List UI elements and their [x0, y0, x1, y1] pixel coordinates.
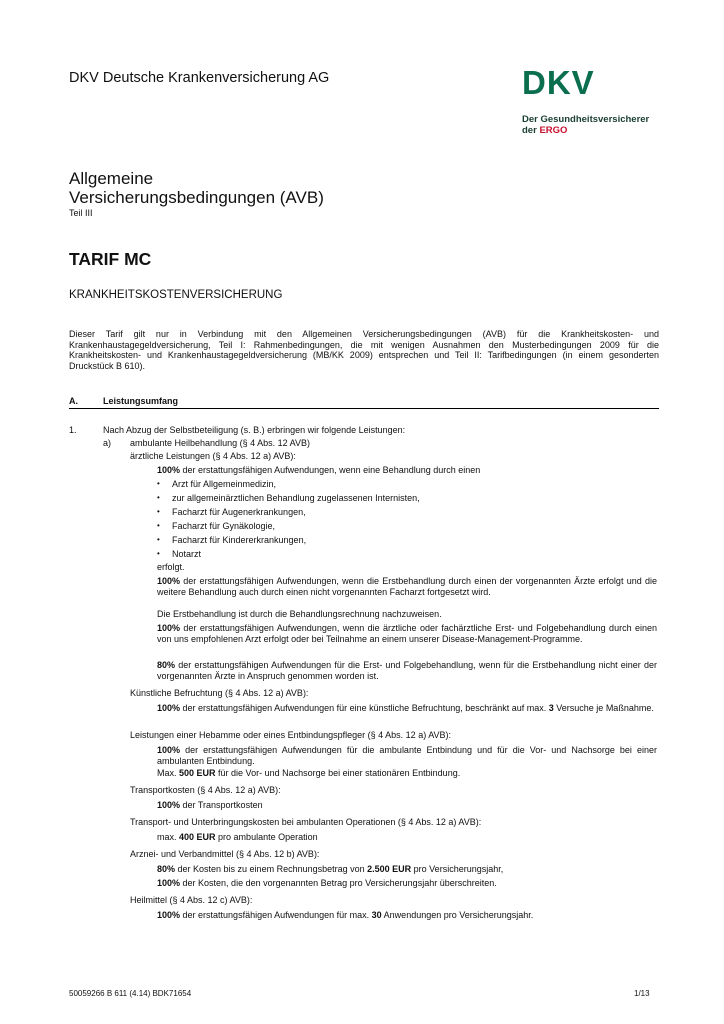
- hebamme-max: [157, 768, 460, 779]
- pct-value: 100%: [157, 623, 181, 633]
- list-item: Notarzt: [172, 549, 202, 559]
- bullet-icon: •: [157, 507, 160, 516]
- amount-value: 500 EUR: [179, 768, 216, 778]
- item-a-letter: a): [103, 438, 112, 448]
- ergo-brand: ERGO: [539, 125, 568, 136]
- section-header: [69, 396, 659, 409]
- befruchtung-text: [157, 703, 657, 714]
- bullet-icon: •: [157, 549, 160, 558]
- aerztlich-p2: [157, 576, 657, 597]
- pct-value: 100%: [157, 800, 181, 810]
- max-value: 30: [371, 910, 382, 920]
- pct-value: 80%: [157, 864, 176, 874]
- list-item: zur allgemeinärztlichen Behandlung zugelassenen Internisten,: [172, 493, 420, 503]
- section-title: Leistungsumfang: [103, 396, 179, 406]
- logo-tagline-der: der: [522, 125, 537, 136]
- doc-part: Teil III: [69, 208, 93, 218]
- footer-doc-code: 50059266 B 611 (4.14) BDK71654: [69, 989, 192, 998]
- list-item: Arzt für Allgemeinmedizin,: [172, 479, 277, 489]
- pct-value: 100%: [157, 878, 181, 888]
- amount-value: 400 EUR: [179, 832, 216, 842]
- list-item: Facharzt für Gynäkologie,: [172, 521, 276, 531]
- unterbringung-post: pro ambulante Operation: [215, 832, 318, 842]
- tarif-title: TARIF MC: [69, 249, 152, 269]
- pct-value: 100%: [157, 465, 181, 475]
- pct-value: 80%: [157, 660, 176, 670]
- p2-text: der erstattungsfähigen Aufwendungen, wenn die Erstbehandlung durch einen der vorgenannten Ärzte erfolgt und die weitere Behandlung auch durch einen nicht vorgenannten Facharzt fortgesetzt wird.: [157, 576, 657, 597]
- max-value: 3: [548, 703, 554, 713]
- erfolgt-text: erfolgt.: [157, 562, 185, 572]
- hebamme-max-post: für die Vor- und Nachsorge bei einer stationären Entbindung.: [215, 768, 461, 778]
- dkv-logo: [522, 66, 672, 136]
- aerztlich-p4: [157, 660, 657, 681]
- unterbringung-heading: Transport- und Unterbringungskosten bei ambulanten Operationen (§ 4 Abs. 12 a) AVB):: [130, 817, 482, 827]
- doc-title-line1: Allgemeine: [69, 169, 154, 188]
- transport-text: [157, 800, 263, 811]
- section-letter: A.: [69, 396, 78, 406]
- bullet-icon: •: [157, 479, 160, 488]
- arznei-l1-text1: der Kosten bis zu einem Rechnungsbetrag von: [175, 864, 368, 874]
- unterbringung-text: [157, 832, 318, 843]
- logo-tagline-2: [522, 125, 672, 136]
- list-item: Facharzt für Kindererkrankungen,: [172, 535, 307, 545]
- pct-value: 100%: [157, 910, 181, 920]
- hebamme-heading: Leistungen einer Hebamme oder eines Entbindungspfleger (§ 4 Abs. 12 a) AVB):: [130, 730, 452, 740]
- pct-value: 100%: [157, 745, 181, 755]
- company-name: DKV Deutsche Krankenversicherung AG: [69, 70, 330, 86]
- unterbringung-pre: max.: [157, 832, 180, 842]
- pct-value: 100%: [157, 576, 181, 586]
- hebamme-text: [157, 745, 657, 766]
- aerztlich-heading: ärztliche Leistungen (§ 4 Abs. 12 a) AVB):: [130, 451, 296, 461]
- item-a-title: ambulante Heilbehandlung (§ 4 Abs. 12 AVB): [130, 438, 310, 448]
- item-text: Nach Abzug der Selbstbeteiligung (s. B.) erbringen wir folgende Leistungen:: [103, 425, 406, 435]
- p3-text: der erstattungsfähigen Aufwendungen, wenn die ärztliche oder fachärztliche Erst- und Folgebehandlung durch einen von uns empfohlenen Arzt erfolgt oder bei Teilnahme an einem unserer Disease-Management-Programme.: [157, 623, 657, 644]
- doc-title-line2: Versicherungsbedingungen (AVB): [69, 188, 324, 207]
- arznei-heading: Arznei- und Verbandmittel (§ 4 Abs. 12 b) AVB):: [130, 849, 320, 859]
- heilmittel-text1: der erstattungsfähigen Aufwendungen für max.: [180, 910, 372, 920]
- heilmittel-heading: Heilmittel (§ 4 Abs. 12 c) AVB):: [130, 895, 253, 905]
- intro-paragraph: Dieser Tarif gilt nur in Verbindung mit den Allgemeinen Versicherungsbedingungen (AVB) für die Krankheitskosten- und Krankenhaustagegeldversicherung, Teil I: Rahmenbedingungen, die mit wenigen Ausnahmen den Musterbedingungen 2009 für die Krankheitskosten- und Krankenhaustagegeldversicherung (MB/KK 2009) entsprechen und Teil II: Tarifbedingungen (in einem gesonderten Druckstück B 610).: [69, 329, 659, 371]
- aerztlich-p3: [157, 623, 657, 644]
- p4-text: der erstattungsfähigen Aufwendungen für die Erst- und Folgebehandlung, wenn für die Erstbehandlung nicht einer der vorgenannten Ärzte in Anspruch genommen worden ist.: [157, 660, 657, 681]
- arznei-line2: [157, 878, 497, 889]
- transport-heading: Transportkosten (§ 4 Abs. 12 a) AVB):: [130, 785, 281, 795]
- bullet-icon: •: [157, 493, 160, 502]
- aerztlich-p1: [157, 465, 480, 476]
- arznei-l2-text: der Kosten, die den vorgenannten Betrag pro Versicherungsjahr überschreiten.: [180, 878, 497, 888]
- bullet-icon: •: [157, 521, 160, 530]
- transport-text-body: der Transportkosten: [180, 800, 263, 810]
- arznei-line1: [157, 864, 503, 875]
- aerztlich-note: Die Erstbehandlung ist durch die Behandlungsrechnung nachzuweisen.: [157, 609, 442, 619]
- heilmittel-text2: Anwendungen pro Versicherungsjahr.: [381, 910, 534, 920]
- logo-wordmark: DKV: [522, 64, 595, 101]
- p1-text: der erstattungsfähigen Aufwendungen, wenn eine Behandlung durch einen: [180, 465, 481, 475]
- heilmittel-text: [157, 910, 533, 921]
- hebamme-text-body: der erstattungsfähigen Aufwendungen für die ambulante Entbindung und für die Vor- und Nachsorge bei einer ambulanten Entbindung.: [157, 745, 657, 766]
- hebamme-max-pre: Max.: [157, 768, 180, 778]
- page-number: 1/13: [634, 989, 650, 998]
- pct-value: 100%: [157, 703, 181, 713]
- befruchtung-heading: Künstliche Befruchtung (§ 4 Abs. 12 a) AVB):: [130, 688, 309, 698]
- logo-tagline-1: Der Gesundheitsversicherer: [522, 114, 650, 125]
- arznei-l1-text2: pro Versicherungsjahr,: [411, 864, 504, 874]
- item-number: 1.: [69, 425, 77, 435]
- bullet-icon: •: [157, 535, 160, 544]
- befruchtung-text1: der erstattungsfähigen Aufwendungen für eine künstliche Befruchtung, beschränkt auf max.: [180, 703, 549, 713]
- befruchtung-text2: Versuche je Maßnahme.: [553, 703, 654, 713]
- doc-subtitle: KRANKHEITSKOSTENVERSICHERUNG: [69, 289, 283, 301]
- list-item: Facharzt für Augenerkrankungen,: [172, 507, 306, 517]
- amount-value: 2.500 EUR: [367, 864, 412, 874]
